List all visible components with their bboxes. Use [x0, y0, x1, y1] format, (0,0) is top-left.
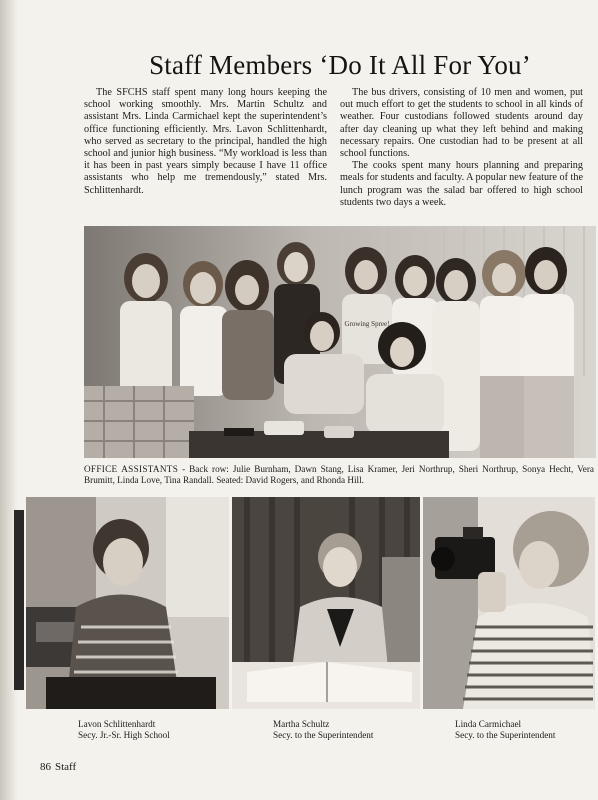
page-folio — [40, 761, 76, 773]
portrait-caption — [273, 719, 373, 741]
section-name: Staff — [55, 761, 77, 773]
portrait-name: Lavon Schlittenhardt — [78, 719, 156, 729]
portrait-role: Secy. to the Superintendent — [273, 729, 374, 740]
body-column-right — [340, 87, 583, 209]
page-title: Staff Members ‘Do It All For You’ — [149, 50, 531, 80]
portrait-caption — [455, 719, 555, 741]
office-assistants-photo — [84, 226, 596, 458]
paragraph: The cooks spent many hours planning and preparing meals for students and faculty. A popular new feature of the lunch program was the salad bar offered to high school students two days a week. — [340, 160, 583, 208]
page-number: 86 — [40, 761, 51, 773]
paragraph: The SFCHS staff spent many long hours keeping the school working smoothly. Mrs. Martin Schultz and assistant Mrs. Linda Carmichael kept the superintendent’s office functioning efficiently. Mrs. Lavon Schlittenhardt, who served as secretary to the principal, handled the high school and junior high business. “My workload is less than it has been in past years simply because I have 11 office assistants who help me tremendously,” stated Mrs. Schlittenhardt. — [84, 87, 327, 196]
portrait-role: Secy. Jr.-Sr. High School — [78, 729, 170, 740]
portrait-name: Linda Carmichael — [455, 719, 522, 729]
paragraph: The bus drivers, consisting of 10 men and women, put out much effort to get the students to school in all kinds of weather. Four custodians followed students around day after day cleaning up what they left behind and making necessary repairs. One custodian had to be present at all school functions. — [340, 87, 583, 160]
caption-names: - Back row: Julie Burnham, Dawn Stang, Lisa Kramer, Jeri Northrup, Sheri Northrup, Sonya Hecht, Vera Brumitt, Linda Love, Tina Randall. Seated: David Rogers, and Rhonda Hill. — [84, 464, 594, 485]
portrait-role: Secy. to the Superintendent — [455, 729, 556, 740]
group-photo-caption — [84, 464, 594, 486]
portrait-linda-carmichael — [423, 497, 595, 709]
caption-label: OFFICE ASSISTANTS — [84, 464, 179, 474]
photo-edge — [14, 510, 24, 690]
portrait-name: Martha Schultz — [273, 719, 330, 729]
body-column-left — [84, 87, 327, 197]
portrait-martha-schultz — [232, 497, 420, 709]
portrait-caption — [78, 719, 170, 741]
shirt-print: Growing Spree! — [344, 320, 390, 328]
portrait-lavon-schlittenhardt — [26, 497, 229, 709]
